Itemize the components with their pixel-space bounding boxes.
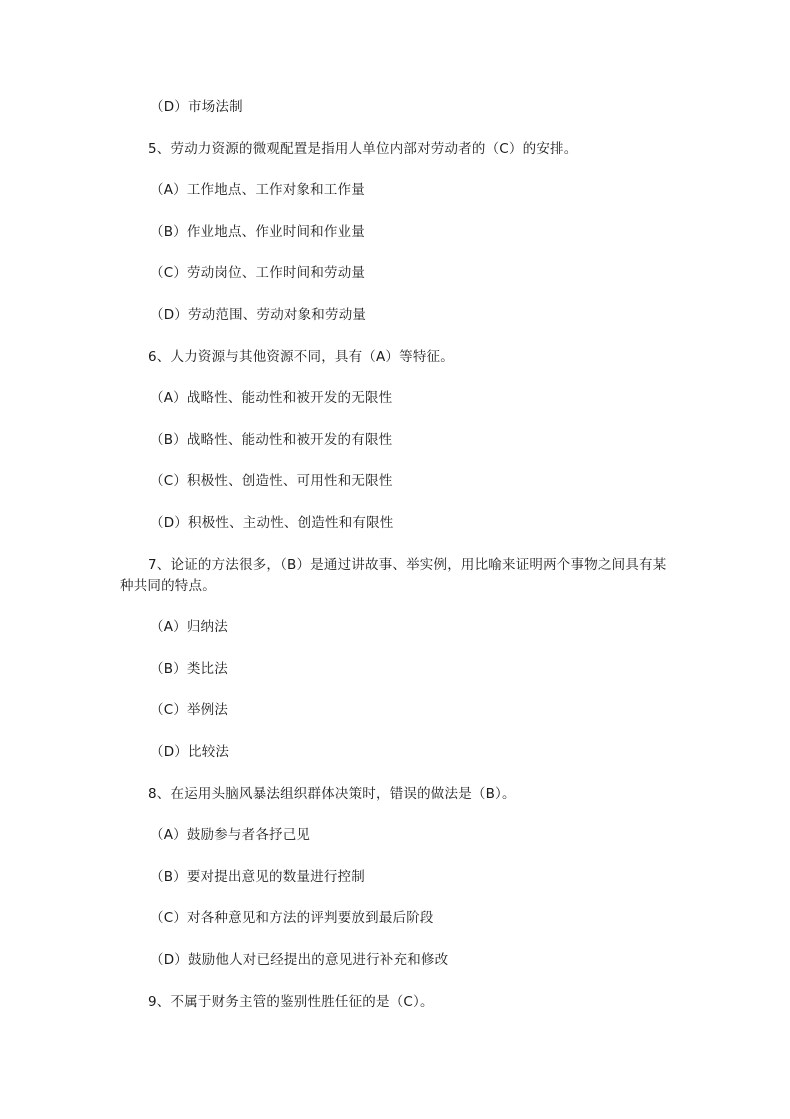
option-line: （B）要对提出意见的数量进行控制 bbox=[150, 869, 365, 885]
question-line: 8、在运用头脑风暴法组织群体决策时，错误的做法是（B）。 bbox=[148, 786, 516, 802]
option-line: （A）工作地点、工作对象和工作量 bbox=[150, 182, 365, 198]
option-line: （A）归纳法 bbox=[150, 619, 228, 635]
option-line: （B）类比法 bbox=[150, 661, 228, 677]
option-line: （D）比较法 bbox=[150, 744, 230, 760]
question-line: 5、劳动力资源的微观配置是指用人单位内部对劳动者的（C）的安排。 bbox=[148, 141, 578, 157]
option-line: （B）作业地点、作业时间和作业量 bbox=[150, 224, 365, 240]
option-line: （D）积极性、主动性、创造性和有限性 bbox=[150, 515, 394, 531]
question-line: 9、不属于财务主管的鉴别性胜任征的是（C）。 bbox=[148, 994, 434, 1010]
question-line: 6、人力资源与其他资源不同，具有（A）等特征。 bbox=[148, 349, 454, 365]
option-line: （B）战略性、能动性和被开发的有限性 bbox=[150, 432, 393, 448]
option-line: （C）劳动岗位、工作时间和劳动量 bbox=[150, 265, 366, 281]
option-line: （C）对各种意见和方法的评判要放到最后阶段 bbox=[150, 910, 434, 926]
option-line: （C）积极性、创造性、可用性和无限性 bbox=[150, 473, 393, 489]
option-line: （A）战略性、能动性和被开发的无限性 bbox=[150, 390, 393, 406]
question-paragraph: 7、论证的方法很多，（B）是通过讲故事、举实例，用比喻来证明两个事物之间具有某种共同的特点。 bbox=[120, 557, 667, 594]
option-line: （D）市场法制 bbox=[150, 99, 243, 115]
option-line: （A）鼓励参与者各抒己见 bbox=[150, 827, 311, 843]
option-line: （C）举例法 bbox=[150, 702, 229, 718]
option-line: （D）鼓励他人对已经提出的意见进行补充和修改 bbox=[150, 952, 449, 968]
option-line: （D）劳动范围、劳动对象和劳动量 bbox=[150, 307, 367, 323]
